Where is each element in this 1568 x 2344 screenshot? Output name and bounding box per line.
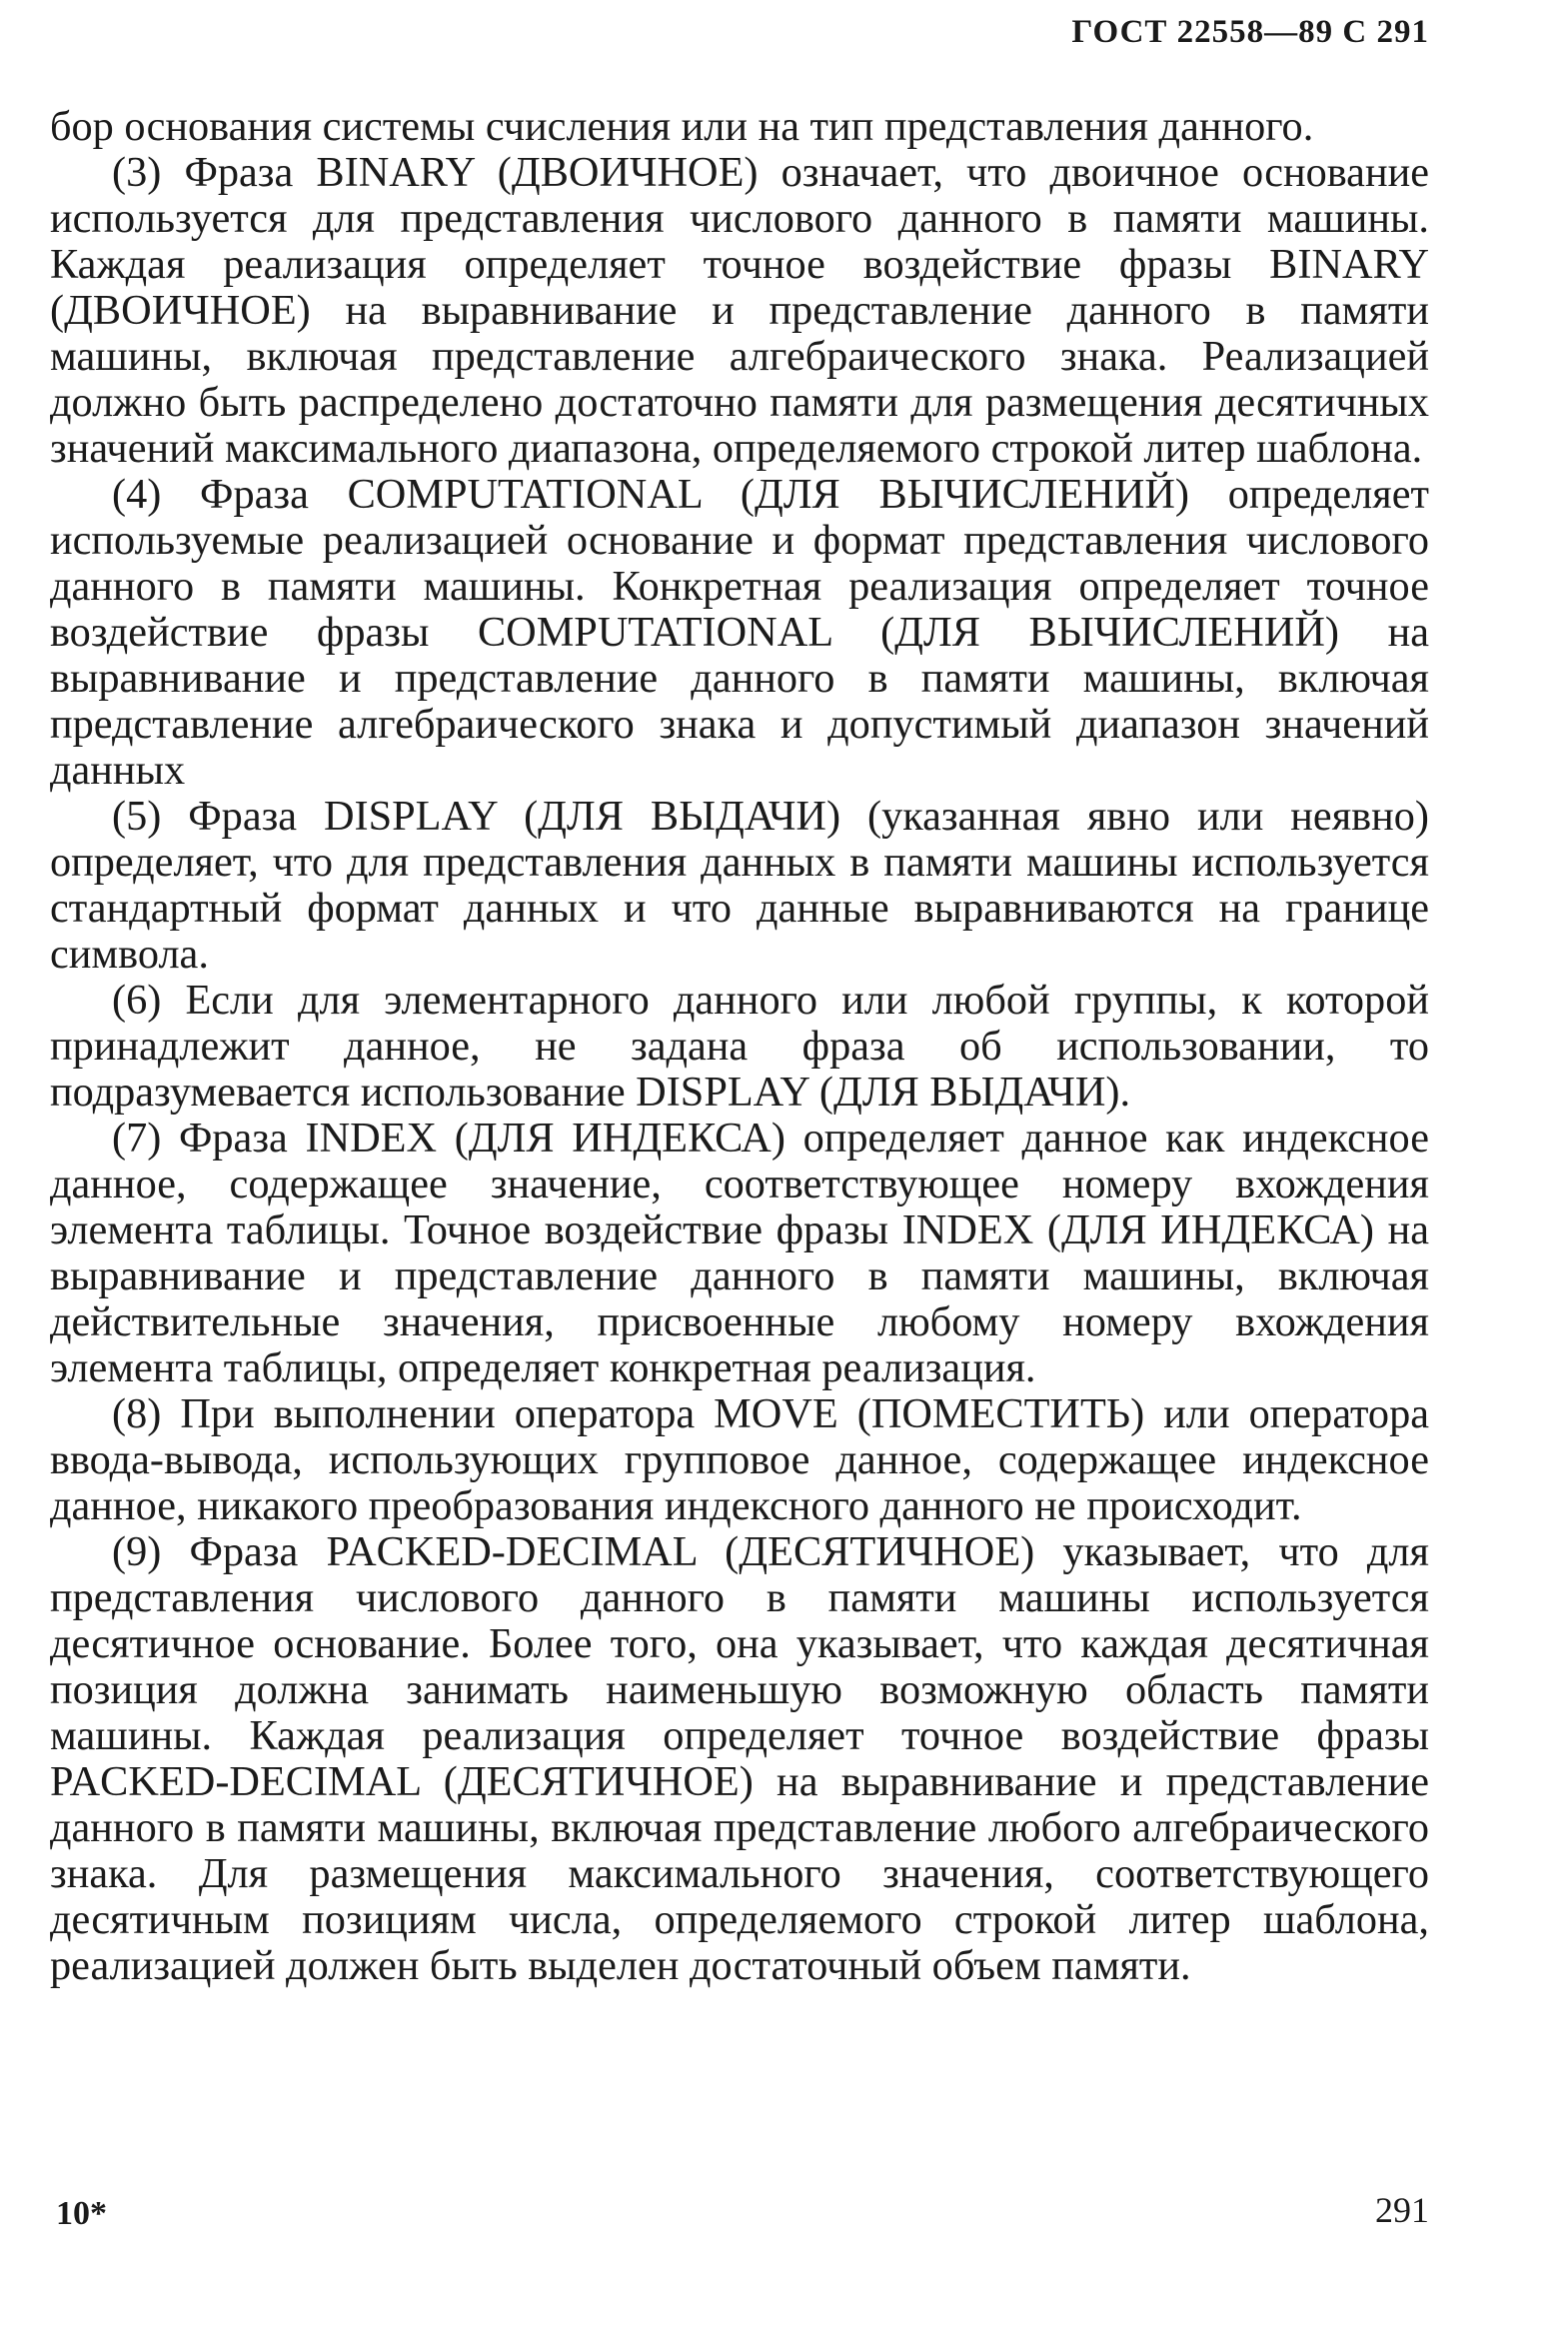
document-page (50, 0, 1429, 2344)
paragraph-continuation: бор основания системы счисления или на тип представления данного. (50, 103, 1314, 150)
paragraph-computational: (4) Фраза COMPUTATIONAL (ДЛЯ ВЫЧИСЛЕНИЙ) определяет используемые реализацией основание и формат представления числового данного в памяти машины. Конкретная реализация определяет точное воздействие фразы COMPUTATIONAL (ДЛЯ ВЫЧИСЛЕНИЙ) на выравнивание и представление данного в памяти машины, включая представление алгебраического знака и допустимый диапазон значений данных (50, 471, 1429, 794)
body-text (50, 104, 1429, 1989)
paragraph-packed-decimal: (9) Фраза PACKED-DECIMAL (ДЕСЯТИЧНОЕ) указывает, что для представления числового данного в памяти машины используется десятичное основание. Более того, она указывает, что каждая десятичная позиция должна занимать наименьшую возможную область памяти машины. Каждая реализация определяет точное воздействие фразы PACKED-DECIMAL (ДЕСЯТИЧНОЕ) на выравнивание и представление данного в памяти машины, включая представление любого алгебраического знака. Для размещения максимального значения, соответствующего десятичным позициям числа, определяемого строкой литер шаблона, реализацией должен быть выделен достаточный объем памяти. (50, 1528, 1429, 1989)
paragraph-display: (5) Фраза DISPLAY (ДЛЯ ВЫДАЧИ) (указанная явно или неявно) определяет, что для представления данных в памяти машины используется стандартный формат данных и что данные выравниваются на границе символа. (50, 793, 1429, 978)
signature-mark: 10* (56, 2195, 107, 2232)
paragraph-move: (8) При выполнении оператора MOVE (ПОМЕСТИТЬ) или оператора ввода-вывода, использующих групповое данное, содержащее индексное данное, никакого преобразования индексного данного не происходит. (50, 1390, 1429, 1529)
paragraph-default-usage: (6) Если для элементарного данного или любой группы, к которой принадлежит данное, не задана фраза об использовании, то подразумевается использование DISPLAY (ДЛЯ ВЫДАЧИ). (50, 977, 1429, 1116)
paragraph-binary: (3) Фраза BINARY (ДВОИЧНОЕ) означает, что двоичное основание используется для представления числового данного в памяти машины. Каждая реализация определяет точное воздействие фразы BINARY (ДВОИЧНОЕ) на выравнивание и представление данного в памяти машины, включая представление алгебраического знака. Реализацией должно быть распределено достаточно памяти для размещения десятичных значений максимального диапазона, определяемого строкой литер шаблона. (50, 149, 1429, 472)
running-header: ГОСТ 22558—89 С 291 (1071, 14, 1429, 50)
page-number: 291 (1375, 2190, 1429, 2230)
paragraph-index: (7) Фраза INDEX (ДЛЯ ИНДЕКСА) определяет данное как индексное данное, содержащее значение, соответствующее номеру вхождения элемента таблицы. Точное воздействие фразы INDEX (ДЛЯ ИНДЕКСА) на выравнивание и представление данного в памяти машины, включая действительные значения, присвоенные любому номеру вхождения элемента таблицы, определяет конкретная реализация. (50, 1115, 1429, 1391)
